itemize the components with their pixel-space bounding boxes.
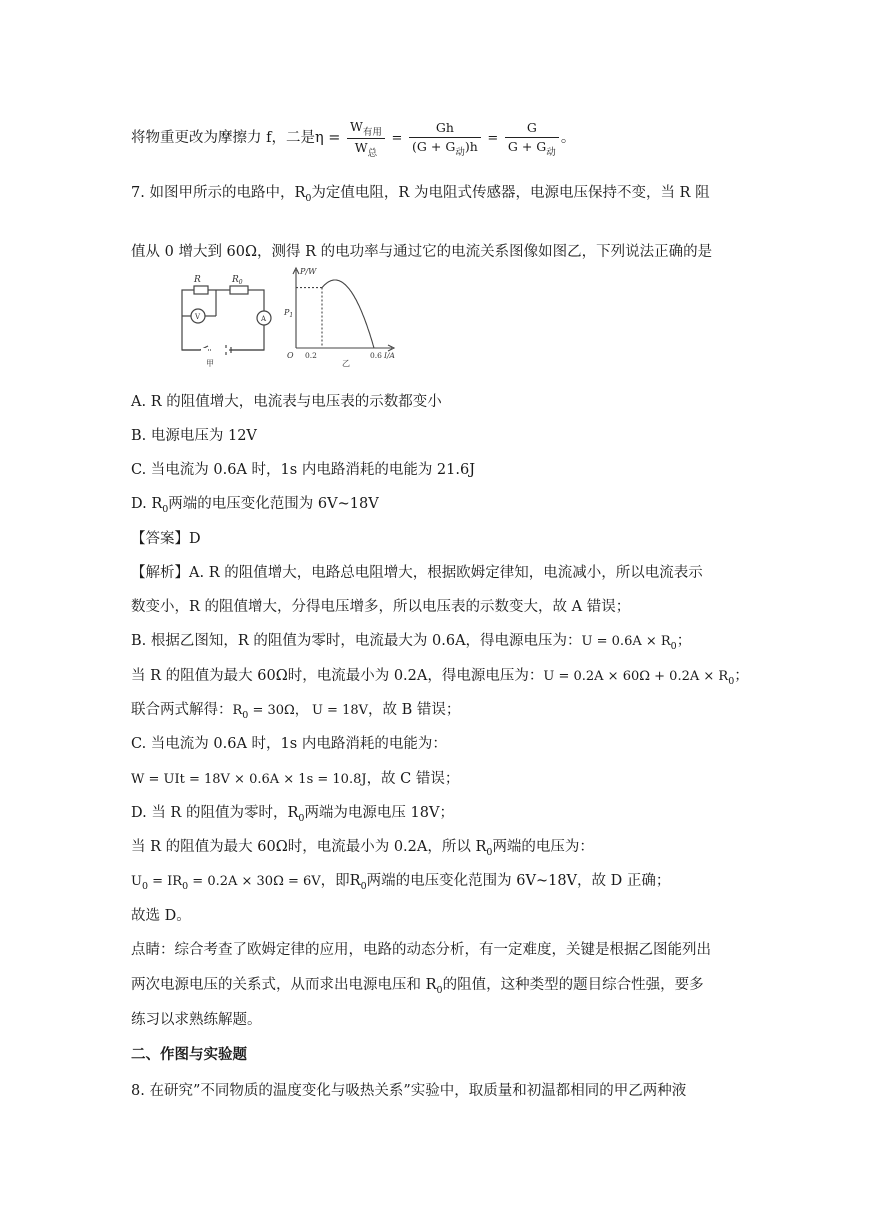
- x-tick-0-6: 0.6: [370, 351, 382, 360]
- comment-line-1: 点睛：综合考查了欧姆定律的应用，电路的动态分析，有一定难度，关键是根据乙图能列出: [131, 942, 711, 958]
- section-heading: 二、作图与实验题: [131, 1047, 247, 1063]
- fraction-g: $\frac{G}{G + G_动}$: [505, 120, 559, 157]
- power-curve: [322, 280, 374, 348]
- option-c: C. 当电流为 0.6A 时，1s 内电路消耗的电能为 21.6J: [131, 462, 476, 478]
- explanation-line-10: $U_0 = IR_0 = 0.2A \times 30\Omega = 6V$，即$R_0$两端的电压变化范围为 6V~18V，故 D 正确；: [131, 873, 671, 892]
- label-r0: $R_0$: [232, 275, 243, 286]
- fraction-gh: $\frac{Gh}{(G + G_动)h}$: [409, 120, 481, 157]
- label-yi: 乙: [342, 359, 350, 368]
- explanation-line-1: 【解析】A. R 的阻值增大，电路总电阻增大，根据欧姆定律知，电流减小，所以电流表示: [131, 565, 703, 581]
- fraction-w: $\frac{W_{有用}}{W_总}$: [347, 119, 385, 158]
- x-tick-0-2: 0.2: [305, 351, 317, 360]
- label-jia: 甲: [206, 359, 214, 368]
- explanation-line-3: B. 根据乙图知，R 的阻值为零时，电流最大为 0.6A，得电源电压为：$U = 0.6A \times R_0$；: [131, 633, 692, 652]
- explanation-line-8: D. 当 R 的阻值为零时，$R_0$两端为电源电压 18V；: [131, 805, 454, 824]
- voltmeter-label: V: [195, 313, 201, 321]
- p1-label: $P_1$: [284, 308, 294, 319]
- q7-line1: 7. 如图甲所示的电路中，$R_0$为定值电阻，R 为电阻式传感器，电源电压保持不变，当 R 阻: [131, 185, 710, 204]
- explanation-line-7: W = UIt = 18V × 0.6A × 1s = 10.8J，故 C 错误；: [131, 771, 460, 787]
- power-current-graph: [293, 268, 394, 351]
- origin-label: O: [287, 351, 294, 360]
- explanation-line-2: 数变小，R 的阻值增大，分得电压增多，所以电压表的示数变大，故 A 错误；: [131, 599, 631, 615]
- answer: 【答案】D: [131, 531, 201, 547]
- formula-line: 将物重更改为摩擦力 f，二是η = $\frac{W_{有用}}{W_总}$ = $\frac{Gh}{(G + G_动)h}$ = $\frac{G}{G + G_动}$ 。: [131, 118, 576, 159]
- explanation-line-6: C. 当电流为 0.6A 时，1s 内电路消耗的电能为：: [131, 736, 447, 752]
- comment-line-3: 练习以求熟练解题。: [131, 1012, 262, 1028]
- text: 将物重更改为摩擦力 f，二是η =: [131, 130, 341, 146]
- q7-line2: 值从 0 增大到 60Ω，测得 R 的电功率与通过它的电流关系图像如图乙，下列说法正确的是: [131, 244, 713, 260]
- question-8: 8. 在研究”不同物质的温度变化与吸热关系”实验中，取质量和初温都相同的甲乙两种液: [131, 1083, 687, 1099]
- explanation-line-4: 当 R 的阻值为最大 60Ω时，电流最小为 0.2A，得电源电压为：$U = 0.2A \times 60\Omega + 0.2A \times R_0$；: [131, 668, 749, 687]
- y-axis-label: P/W: [300, 267, 317, 276]
- label-r: R: [194, 275, 201, 285]
- comment-line-2: 两次电源电压的关系式，从而求出电源电压和 $R_0$的阻值，这种类型的题目综合性强，要多: [131, 977, 704, 996]
- explanation-line-11: 故选 D。: [131, 908, 191, 924]
- circuit-and-graph-figure: [160, 262, 410, 372]
- option-b: B. 电源电压为 12V: [131, 428, 257, 444]
- ammeter-label: A: [261, 315, 267, 323]
- x-axis-label: I/A: [384, 351, 395, 360]
- option-a: A. R 的阻值增大，电流表与电压表的示数都变小: [131, 394, 442, 410]
- explanation-line-5: 联合两式解得：$R_0 = 30\Omega$， U = 18V，故 B 错误；: [131, 702, 461, 721]
- explanation-line-9: 当 R 的阻值为最大 60Ω时，电流最小为 0.2A，所以 $R_0$两端的电压为：: [131, 839, 594, 858]
- option-d: D. $R_0$两端的电压变化范围为 6V~18V: [131, 496, 379, 515]
